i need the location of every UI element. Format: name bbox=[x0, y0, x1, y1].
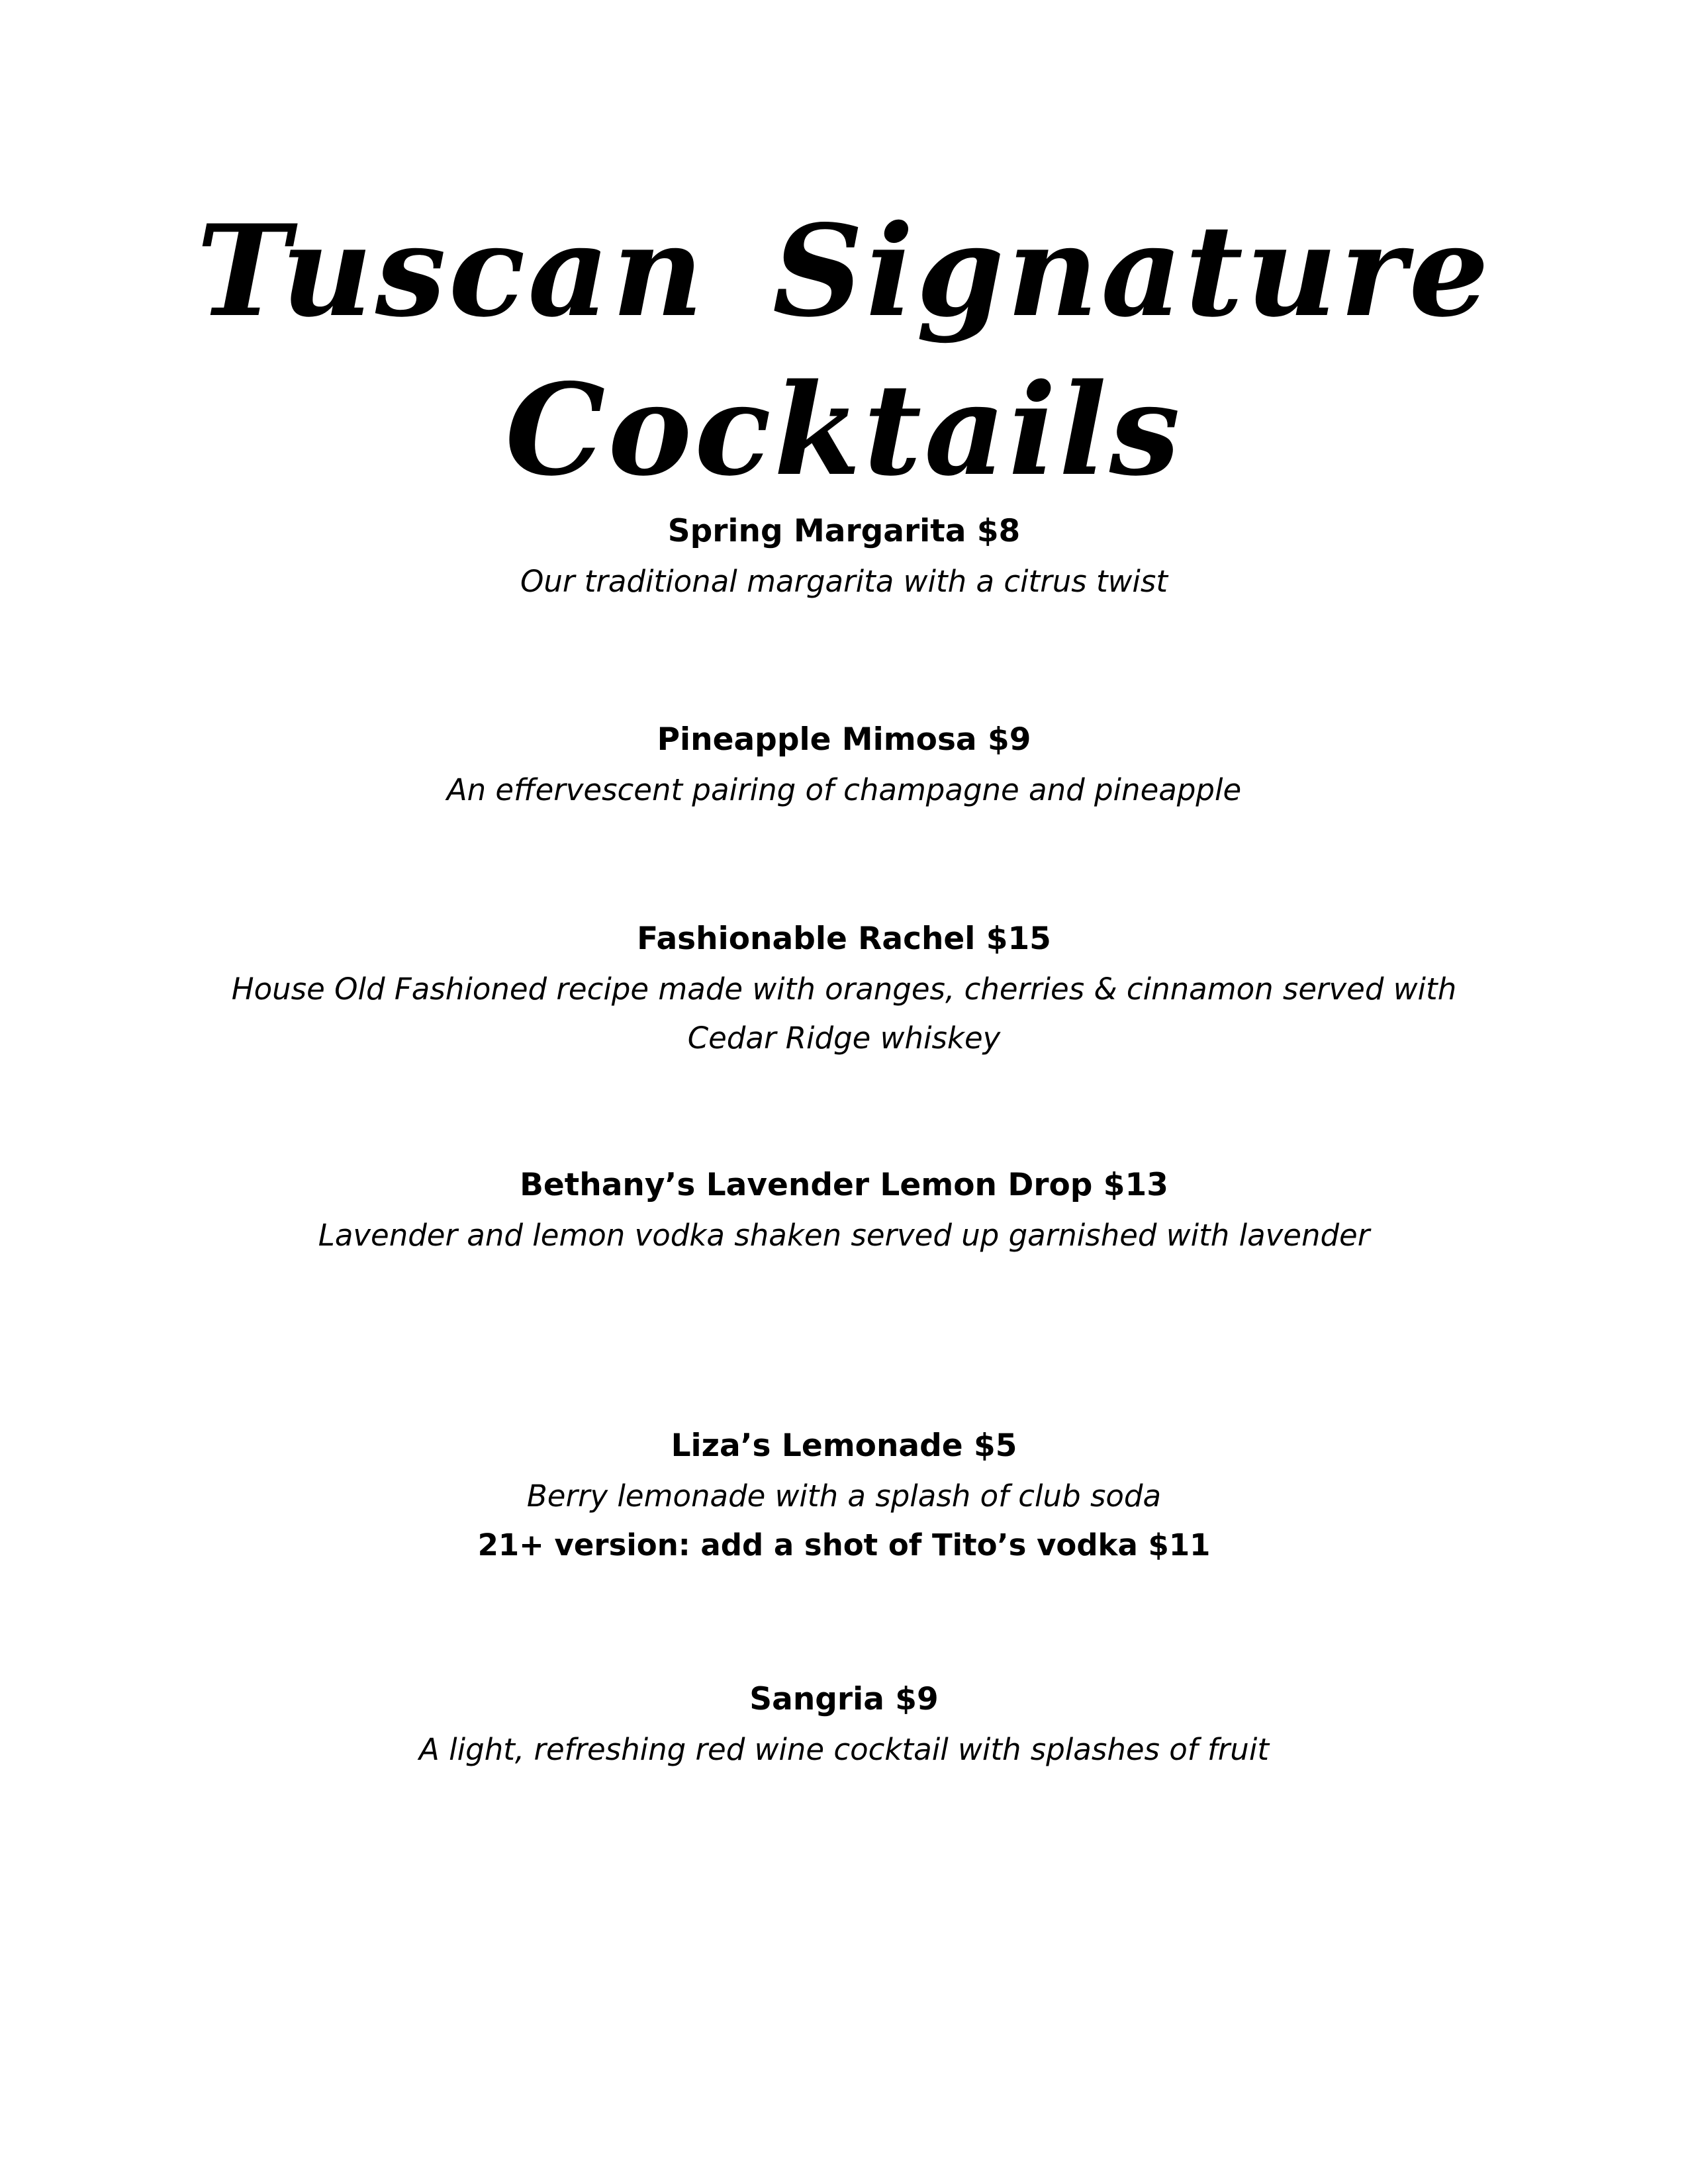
menu-title: Tuscan Signature Cocktails bbox=[196, 197, 1492, 504]
menu-item-description: An effervescent pairing of champagne and pineapple bbox=[446, 772, 1242, 807]
menu-item-name: Spring Margarita $8 bbox=[667, 513, 1021, 549]
menu-item-description: Berry lemonade with a splash of club soda bbox=[526, 1479, 1162, 1514]
menu-item-name: Bethany’s Lavender Lemon Drop $13 bbox=[520, 1167, 1168, 1203]
menu-item-name: Sangria $9 bbox=[749, 1681, 939, 1717]
menu-item-description: House Old Fashioned recipe made with oranges, cherries & cinnamon served with Cedar Ridge whiskey bbox=[231, 972, 1457, 1056]
menu-item-description: A light, refreshing red wine cocktail with splashes of fruit bbox=[419, 1732, 1269, 1767]
menu-item-name: Pineapple Mimosa $9 bbox=[657, 721, 1031, 758]
menu-item-description: Lavender and lemon vodka shaken served up garnished with lavender bbox=[318, 1218, 1370, 1253]
menu-item-description: Our traditional margarita with a citrus twist bbox=[520, 564, 1168, 599]
menu-item bbox=[199, 1426, 1489, 1567]
menu-item bbox=[199, 1679, 1489, 1774]
menu-item-name: Fashionable Rachel $15 bbox=[637, 921, 1051, 957]
menu-item-name: Liza’s Lemonade $5 bbox=[671, 1428, 1017, 1464]
menu-item bbox=[199, 919, 1489, 1063]
menu-item bbox=[199, 511, 1489, 606]
menu-item-note: 21+ version: add a shot of Tito’s vodka $11 bbox=[477, 1527, 1211, 1563]
menu-item bbox=[199, 1165, 1489, 1260]
menu-item bbox=[199, 719, 1489, 815]
